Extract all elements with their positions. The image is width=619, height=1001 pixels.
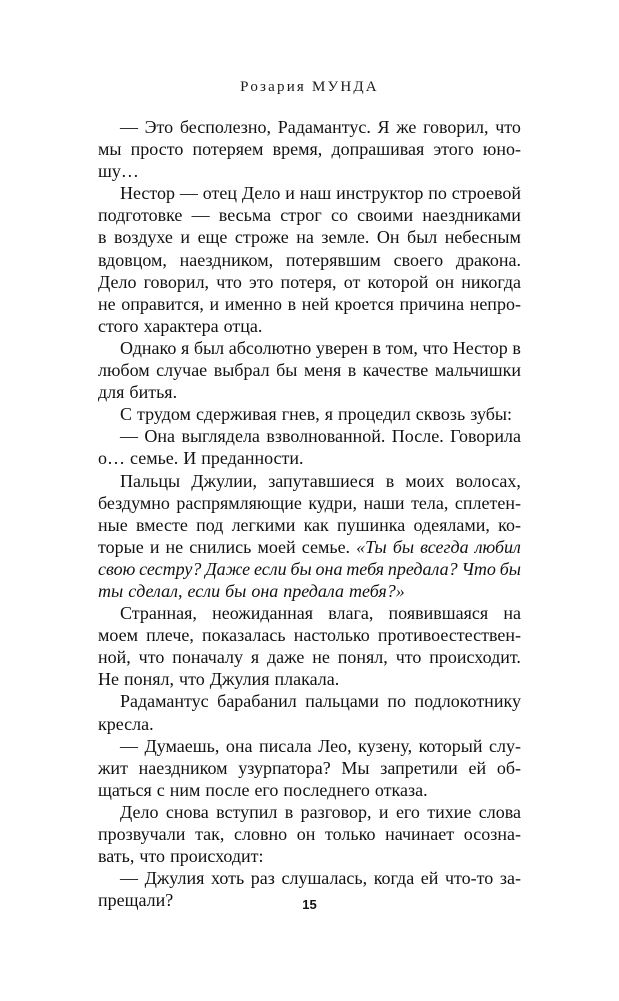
word: подготовке [98,205,183,226]
word: том, [385,337,418,358]
word: в [512,337,521,358]
word: на [503,603,521,624]
word: мальчишки [434,360,521,381]
word: что [179,669,205,690]
word: как [303,514,329,535]
body-text [98,116,521,911]
word: строже [234,227,289,248]
word: абсолютно [228,337,312,358]
text-line [98,823,521,845]
word: прозвучали [98,824,186,844]
word: тебя?» [348,580,405,601]
word: воздухе [114,227,173,248]
word: был [407,227,438,248]
word: Дело [98,271,137,292]
word: по [387,691,406,712]
word: потеряем [192,139,264,160]
word: появившаяся [388,603,489,624]
word: только [325,824,376,844]
word: стого [98,315,139,336]
word: наш [299,183,332,204]
word: со [330,205,348,226]
word: никогда [461,271,521,292]
word: оправится, [121,293,204,314]
text-line [98,403,521,425]
word: и [285,183,295,204]
word: шу… [98,161,139,182]
word: сделал, [128,580,183,601]
word: пушинка [337,514,406,535]
word: и [149,536,160,557]
word: Джулия [209,669,270,690]
word: ной, [98,647,131,668]
word: бесполезно, [179,117,272,137]
word: Думаешь, [144,735,220,756]
word: бы [290,558,312,579]
word: Странная, [120,603,197,624]
word: всегда [420,536,469,557]
word: в [347,360,357,381]
word: она [225,735,253,756]
word: наши [363,492,405,513]
word: она [251,580,279,601]
word: запретили [380,757,458,778]
word: одеялами, [413,514,490,535]
word: хоть [211,868,245,889]
word: что [395,647,422,668]
text-line [98,624,521,646]
word: тебя [346,558,385,579]
word: Нестор [452,337,508,358]
word: еще [197,227,228,248]
word: качестве [362,360,429,381]
word: отец [202,183,238,204]
word: после [205,779,250,800]
word: преданности. [201,448,304,469]
word: уверен [315,337,368,358]
word: что [216,271,242,292]
word: семье. [130,448,179,469]
word: и [180,227,191,248]
word: Радамантус. [277,117,371,137]
word: бездумно [98,492,170,513]
word: своими [357,205,414,226]
word: земле. [321,227,370,248]
word: она [315,558,343,579]
text-line [98,668,521,690]
page-number: 15 [302,897,317,912]
word: волосах, [455,470,521,491]
word: был [193,337,225,358]
word: говорил, [143,271,210,292]
word: вступил [216,801,278,822]
word: и [378,801,389,822]
word: «Ты [356,536,387,557]
word: тела, [411,492,449,513]
word: от [343,271,361,292]
word: предала [283,580,344,601]
word: настолько [293,625,370,646]
word: Пальцы [120,470,181,491]
word: Говорила [450,426,521,447]
word: — [120,735,138,756]
word: После. [391,426,444,447]
word: понял, [124,669,175,690]
word: строевой [451,183,521,204]
word: отказа. [374,779,428,800]
word: ей [420,868,439,889]
word: Нестор [120,183,176,204]
word: словно [234,824,288,844]
word: кресла. [98,713,154,734]
text-line [98,226,521,248]
word: щаться [98,779,152,800]
text-line [98,536,521,558]
word: любом [98,360,150,381]
word: о… [98,448,125,469]
word: его [395,801,420,822]
text-line [98,182,521,204]
word: слу- [489,735,521,756]
word: причина [399,293,465,314]
text-line [98,425,521,447]
word: характера [143,315,219,336]
word: Джулии, [191,470,257,491]
word: небесным [444,227,521,248]
word: предала? [387,558,458,579]
word: моей [257,536,296,557]
word: так, [195,824,225,844]
word: ней [301,293,329,314]
word: осозна- [463,824,521,844]
text-line [98,381,521,403]
word: противоестествен- [377,625,521,646]
word: который [418,735,483,756]
word: снова [165,801,209,822]
word: битья. [129,382,178,403]
word: Мы [341,757,370,778]
word: Дело [120,801,159,822]
word: дракона. [455,249,521,270]
running-header: Розария МУНДА [240,79,379,95]
word: жит [98,757,128,778]
word: на [296,227,314,248]
word: неожиданная [212,603,314,624]
word: Однако [120,337,177,358]
word: — [120,426,138,447]
word: даже [267,647,305,668]
text-line [98,337,521,359]
word: плакала. [274,669,340,690]
word: сдерживая [195,404,277,425]
word: писала [258,735,312,756]
word: Я [377,117,390,137]
word: барабанил [217,691,297,712]
word: тихие [427,801,472,822]
word: он [435,271,455,292]
word: Она [144,426,176,447]
word: подлокотнику [414,691,521,712]
word: просто [130,139,184,160]
word: И [183,448,197,469]
word: кудри, [308,492,357,513]
word: кроется [334,293,394,314]
word: бы [499,558,521,579]
word: что-то [445,868,494,889]
word: он [296,824,316,844]
word: — [191,205,210,226]
word: поначалу [172,647,243,668]
text-line [98,204,521,226]
text-line [98,249,521,271]
word: раз [250,868,275,889]
word: Он [376,227,400,248]
word: понял, [337,647,388,668]
word: запутавшиеся [268,470,375,491]
word: любил [474,536,521,557]
word: торые [98,536,144,557]
word: — [120,868,138,889]
text-line [98,735,521,757]
word: если [254,558,287,579]
text-line [98,271,521,293]
word: не [98,293,116,314]
word: плече, [146,625,194,646]
word: свою [98,558,136,579]
word: распрямляющие [176,492,302,513]
word: меня [303,360,342,381]
word: С [120,404,133,425]
word: отца. [223,315,263,336]
text-line [98,514,521,536]
word: инструктор [336,183,424,204]
word: разговор, [300,801,372,822]
word: в [385,470,395,491]
word: я [250,647,260,668]
word: кузену, [358,735,413,756]
word: что [139,846,166,867]
word: наездниками [422,205,521,226]
text-line [98,447,521,469]
word: если [187,580,221,601]
word: и [209,293,220,314]
text-line [98,138,521,160]
word: весьма [218,205,272,226]
word: пальцами [305,691,379,712]
word: сестру? [139,558,202,579]
text-line [98,359,521,381]
word: время, [272,139,323,160]
word: прещали? [98,890,174,911]
word: случае [156,360,208,381]
word: выглядела [181,426,260,447]
text-line [98,845,521,867]
word: же [396,117,417,137]
word: трудом [137,404,191,425]
word: происходит. [429,647,521,668]
word: когда [373,868,415,889]
word: взволнованной. [266,426,386,447]
word: потерявшим [285,249,381,270]
word: вместе [135,514,188,535]
text-line [98,116,521,138]
word: за- [499,868,521,889]
word: ные [98,514,128,535]
word: говорил, [423,117,489,137]
word: строг [280,205,322,226]
word: этого [433,139,474,160]
word: моем [98,625,138,646]
text-line [98,690,521,712]
word: Это [144,117,174,137]
word: гнев, [281,404,320,425]
text-line [98,558,521,580]
word: в [98,227,107,248]
word: наездником, [179,249,274,270]
word: снились [189,536,252,557]
word: Радамантус [120,691,209,712]
word: ей [468,757,487,778]
word: сквозь [415,404,466,425]
word: по [428,183,447,204]
word: в [287,293,297,314]
text-line [98,646,521,668]
text-line [98,293,521,315]
word: бы [225,580,247,601]
word: Что [461,558,496,579]
word: которой [367,271,429,292]
text-line [98,602,521,624]
word: Дело [241,183,281,204]
word: Не [98,669,119,690]
word: я [180,337,190,358]
word: бы [392,536,415,557]
word: легкими [231,514,296,535]
word: ты [98,580,124,601]
word: об- [496,757,521,778]
word: допрашивая [331,139,425,160]
word: его [254,779,279,800]
word: слушалась, [281,868,368,889]
word: под [196,514,224,535]
word: я [324,404,333,425]
word: начинает [385,824,455,844]
word: вать, [98,846,135,867]
word: процедил [337,404,411,425]
word: юно- [482,139,521,160]
word: в [284,801,294,822]
word: бы [276,360,298,381]
word: для [98,382,125,403]
word: вдовцом, [98,249,167,270]
text-line [98,492,521,514]
text-line [98,801,521,823]
text-line [98,315,521,337]
word: влага, [328,603,374,624]
text-line [98,580,521,602]
word: с [156,779,165,800]
word: сплетен- [454,492,521,513]
word: не [312,647,330,668]
word: что [422,337,449,358]
word: не [165,536,184,557]
text-line [98,779,521,801]
word: что [138,647,165,668]
word: потеря, [280,271,337,292]
word: происходит: [170,846,264,867]
word: ко- [498,514,521,535]
word: именно [224,293,282,314]
word: — [120,117,138,137]
word: последнего [283,779,370,800]
word: наездником [138,757,228,778]
word: мы [98,139,122,160]
word: — [179,183,198,204]
word: в [372,337,382,358]
word: зубы: [470,404,512,425]
word: моих [405,470,445,491]
word: показалась [202,625,286,646]
word: ним [169,779,201,800]
word: непро- [469,293,521,314]
word: слова [478,801,521,822]
text-line [98,160,521,182]
text-line [98,867,521,889]
word: узурпатора? [238,757,331,778]
word: что [495,117,521,137]
word: выбрал [213,360,270,381]
text-line [98,470,521,492]
word: Даже [205,558,251,579]
text-line [98,713,521,735]
word: это [249,271,274,292]
text-line [98,757,521,779]
word: своего [393,249,444,270]
word: семье. [301,536,351,557]
word: Джулия [144,868,205,889]
word: Лео, [318,735,352,756]
